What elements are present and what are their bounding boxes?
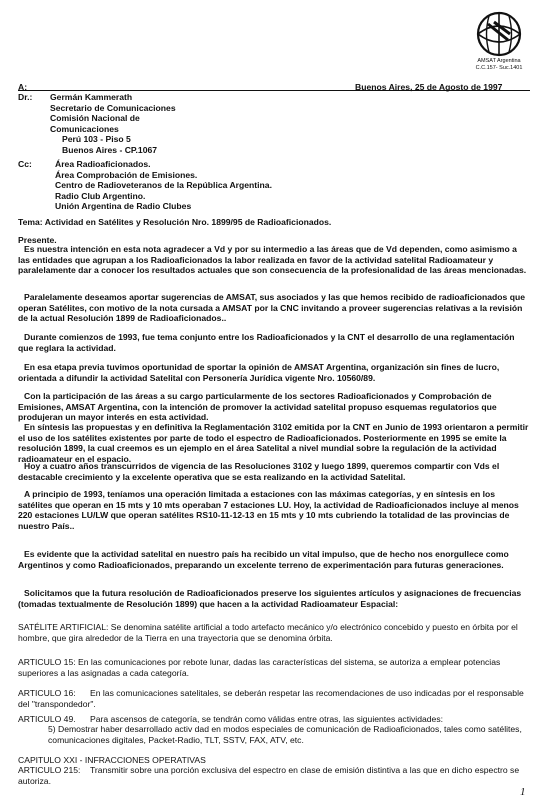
article-15: ARTICULO 15: En las comunicaciones por rebote lunar, dadas las características del sistema, se autoriza a emplear potencias superiores a las asignadas a cada categoría. — [18, 657, 501, 678]
body-paragraph-2: Paralelamente deseamos aportar sugerencias de AMSAT, sus asociados y las que hemos recibido de radioaficionados que operan Satélites, con motivo de la nota cursada a AMSAT por la CNC invitando a proveer sugerencias relativas a la revisión de la actual Resolución 1899 de Radioaficionados.. — [18, 292, 525, 323]
chapter-heading: CAPITULO XXI - INFRACCIONES OPERATIVAS — [18, 755, 206, 765]
amsat-logo — [474, 10, 524, 72]
place-date: Buenos Aires, 25 de Agosto de 1997 — [355, 82, 503, 92]
recipient-block — [50, 92, 176, 155]
globe-icon — [474, 10, 524, 58]
recipient-address: Perú 103 - Piso 5 — [62, 134, 131, 144]
dr-label: Dr.: — [18, 92, 33, 102]
recipient-title: Secretario de Comunicaciones — [50, 102, 176, 113]
body-paragraph-10: Solicitamos que la futura resolución de Radioaficionados preserve los siguientes artículos y asignaciones de frecuencias (tomadas textualmente de Resolución 1899) que hacen a la actividad Radioamateur Espacial: — [18, 588, 522, 609]
body-paragraph-7: Hoy a cuatro años transcurridos de vigencia de las Resoluciones 3102 y luego 1899, queremos compartir con Vds el destacable crecimiento y la excelente operativa que se esta realizando en la actividad Satelital. — [18, 461, 500, 482]
cc-item: Área Comprobación de Emisiones. — [55, 169, 198, 180]
body-paragraph-5: Con la participación de las áreas a su cargo particularmente de los sectores Radioaficionados y Comprobación de Emisiones, AMSAT Argentina, con la intención de promover la actividad satelital propuso esquemas regulatorios que produjeran un mayor interés en esta actividad. — [18, 391, 497, 422]
body-paragraph-6: En síntesis las propuestas y en definitiva la Reglamentación 3102 emitida por la CNT en Junio de 1993 orientaron a permitir el uso de los satélites existentes por parte de todo el espectro de Radioaficionados. Posteriormente en 1995 se emite la resolución 1899, la cual creemos es un ejemplo en el área Satelital a nivel mundial sobre la regulación de la actividad radioamateur en el espacio. — [18, 422, 529, 464]
body-paragraph-1: Es nuestra intención en esta nota agradecer a Vd y por su intermedio a las áreas que de Vd dependen, como asimismo a las entidades que agrupan a los Radioaficionados la labor realizada en favor de la actividad satelital Radioamateur y paralelamente dar a conocer los resultados actuales que son consecuencia de la profesionalidad de las áreas mencionadas. — [18, 244, 527, 275]
cc-item: Área Radioaficionados. — [55, 159, 151, 169]
recipient-name: Germán Kammerath — [50, 92, 133, 102]
cc-item: Radio Club Argentino. — [55, 190, 146, 201]
article-49-item: 5) Demostrar haber desarrollado activ dad en modos especiales de comunicación de Radioaficionados, tales como satélites, comunicaciones digitales, Packet-Radio, TLT, SSTV, FAX, ATV, etc. — [48, 724, 522, 745]
body-paragraph-4: En esa etapa previa tuvimos oportunidad de sportar la opinión de AMSAT Argentina, organización sin fines de lucro, orientada a difundir la actividad Satelital con Personería Jurídica vigente Nro. 10560/89. — [18, 362, 500, 383]
article-16-heading: ARTICULO 16: — [18, 688, 76, 698]
article-215-body: Transmitir sobre una porción exclusiva del espectro en clase de emisión distintiva a las que en dicho espectro se autoriza. — [18, 765, 520, 786]
body-paragraph-3: Durante comienzos de 1993, fue tema conjunto entre los Radioaficionados y la CNT el desarrollo de una reglamentación que reglara la actividad. — [18, 332, 515, 353]
a-label: A: — [18, 82, 28, 92]
article-49-body: Para ascensos de categoría, se tendrán como válidas entre otras, las siguientes actividades: — [90, 714, 444, 724]
recipient-city: Buenos Aires - CP.1067 — [62, 144, 158, 155]
page-number: 1 — [520, 786, 526, 798]
article-215-heading: ARTICULO 215: — [18, 765, 81, 775]
cc-item: Unión Argentina de Radio Clubes — [55, 201, 192, 211]
cc-item: Centro de Radioveteranos de la República Argentina. — [55, 180, 272, 190]
article-satelite: SATÉLITE ARTIFICIAL: Se denomina satélite artificial a todo artefacto mecánico y/o electrónico concebido y puesto en órbita por el hombre, que gira alrededor de la Tierra en una trayectoria que se denomina órbita. — [18, 622, 518, 643]
recipient-org-2: Comunicaciones — [50, 123, 119, 134]
greeting: Presente. — [18, 235, 57, 245]
article-49-heading: ARTICULO 49. — [18, 714, 76, 724]
article-16-body: En las comunicaciones satelitales, se deberán respetar las recomendaciones de uso indicadas por el responsable del "transpondedor". — [18, 688, 524, 709]
recipient-org: Comisión Nacional de — [50, 113, 140, 123]
body-paragraph-8: A principio de 1993, teníamos una operación limitada a estaciones con las máximas categorías, y en síntesis en los satélites que operan en 15 mts y 10 mts operaban 7 estaciones LU. Hoy, la actividad de Radioaficionados incluye al menos 220 estaciones LU/LW que operan satélites RS10-11-12-13 en 15 mts y 10 mts cubriendo la totalidad de las provincias de nuestro País.. — [18, 489, 519, 531]
subject-line: Tema: Actividad en Satélites y Resolución Nro. 1899/95 de Radioaficionados. — [18, 217, 332, 227]
cc-label: Cc: — [18, 159, 32, 169]
cc-block — [55, 159, 272, 212]
logo-reg: C.C.157- Suc.1401 — [475, 64, 523, 71]
logo-org: AMSAT Argentina — [477, 58, 521, 64]
body-paragraph-9: Es evidente que la actividad satelital en nuestro país ha recibido un vital impulso, que de hecho nos enorgullece como Argentinos y como Radioaficionados, preparando un excelente terreno de experimentación para futuras generaciones. — [18, 549, 509, 570]
